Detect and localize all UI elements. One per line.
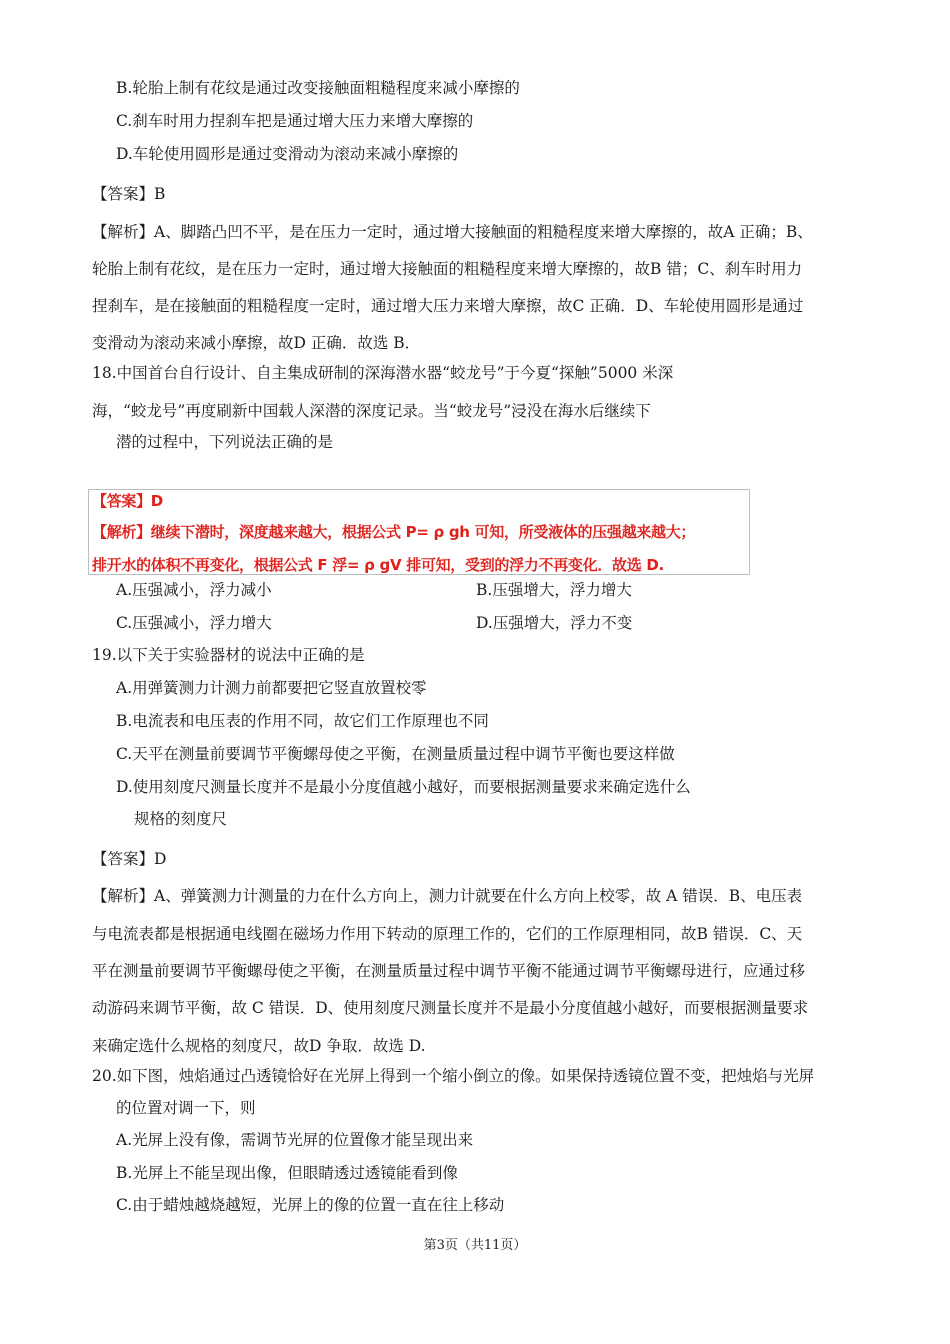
q19-analysis-line: 平在测量前要调节平衡螺母使之平衡，在测量质量过程中调节平衡不能通过调节平衡螺母进行，应通过移 xyxy=(92,962,806,980)
q19-stem: 19.以下关于实验器材的说法中正确的是 xyxy=(92,646,365,664)
q18-option-d: D.压强增大，浮力不变 xyxy=(476,614,633,632)
q20-option-c: C.由于蜡烛越烧越短，光屏上的像的位置一直在往上移动 xyxy=(116,1196,505,1214)
q17-option-d: D.车轮使用圆形是通过变滑动为滚动来减小摩擦的 xyxy=(116,145,459,163)
q18-box-analysis-line: 【解析】继续下潜时，深度越来越大，根据公式 P= ρ gh 可知，所受液体的压强越来越大； xyxy=(92,523,696,541)
q19-option-d-continued: 规格的刻度尺 xyxy=(134,810,228,828)
page-number: 第3页（共11页） xyxy=(423,1238,527,1253)
q19-option-b: B.电流表和电压表的作用不同，故它们工作原理也不同 xyxy=(116,712,489,730)
q20-option-b: B.光屏上不能呈现出像，但眼睛透过透镜能看到像 xyxy=(116,1164,458,1182)
q20-stem: 20.如下图，烛焰通过凸透镜恰好在光屏上得到一个缩小倒立的像。如果保持透镜位置不变，把烛焰与光屏 xyxy=(92,1067,815,1085)
q19-option-c: C.天平在测量前要调节平衡螺母使之平衡，在测量质量过程中调节平衡也要这样做 xyxy=(116,745,675,763)
q18-stem-line: 潜的过程中，下列说法正确的是 xyxy=(116,433,334,451)
q17-analysis-line: 捏刹车，是在接触面的粗糙程度一定时，通过增大压力来增大摩擦，故C 正确．D、车轮使用圆形是通过 xyxy=(92,297,804,315)
q18-stem-line: 18.中国首台自行设计、自主集成研制的深海潜水器“蛟龙号”于今夏“探触”5000 米深 xyxy=(92,364,674,382)
q17-analysis-line: 变滑动为滚动来减小摩擦，故D 正确．故选 B． xyxy=(92,334,421,352)
q17-option-c: C.刹车时用力捏刹车把是通过增大压力来增大摩擦的 xyxy=(116,112,474,130)
q18-option-a: A.压强减小，浮力减小 xyxy=(116,581,272,599)
q18-box-analysis-line: 排开水的体积不再变化，根据公式 F 浮= ρ gV 排可知，受到的浮力不再变化．故选 D. xyxy=(92,556,664,574)
q17-analysis-line: 【解析】A、脚踏凸凹不平，是在压力一定时，通过增大接触面的粗糙程度来增大摩擦的，故A 正确；B、 xyxy=(92,223,813,241)
q19-option-a: A.用弹簧测力计测力前都要把它竖直放置校零 xyxy=(116,679,427,697)
q17-analysis-line: 轮胎上制有花纹，是在压力一定时，通过增大接触面的粗糙程度来增大摩擦的，故B 错；C、刹车时用力 xyxy=(92,260,803,278)
q17-answer: 【答案】B xyxy=(92,185,166,203)
q20-option-a: A.光屏上没有像，需调节光屏的位置像才能呈现出来 xyxy=(116,1131,474,1149)
q19-analysis-line: 【解析】A、弹簧测力计测量的力在什么方向上，测力计就要在什么方向上校零，故 A 错误．B、电压表 xyxy=(92,887,803,905)
q18-stem-line: 海，“蛟龙号”再度刷新中国载人深潜的深度记录。当“蛟龙号”浸没在海水后继续下 xyxy=(92,402,651,420)
q20-stem-continued: 的位置对调一下，则 xyxy=(116,1099,256,1117)
q18-box-answer: 【答案】D xyxy=(92,492,163,510)
q19-answer: 【答案】D xyxy=(92,850,167,868)
q19-option-d: D.使用刻度尺测量长度并不是最小分度值越小越好，而要根据测量要求来确定选什么 xyxy=(116,778,691,796)
q17-option-b: B.轮胎上制有花纹是通过改变接触面粗糙程度来减小摩擦的 xyxy=(116,79,520,97)
q18-option-c: C.压强减小，浮力增大 xyxy=(116,614,272,632)
q18-option-b: B.压强增大，浮力增大 xyxy=(476,581,632,599)
q19-analysis-line: 动游码来调节平衡，故 C 错误．D、使用刻度尺测量长度并不是最小分度值越小越好，而要根据测量要求 xyxy=(92,999,809,1017)
q19-analysis-line: 来确定选什么规格的刻度尺，故D 争取．故选 D. xyxy=(92,1037,426,1055)
q19-analysis-line: 与电流表都是根据通电线圈在磁场力作用下转动的原理工作的，它们的工作原理相同，故B 错误．C、天 xyxy=(92,925,803,943)
